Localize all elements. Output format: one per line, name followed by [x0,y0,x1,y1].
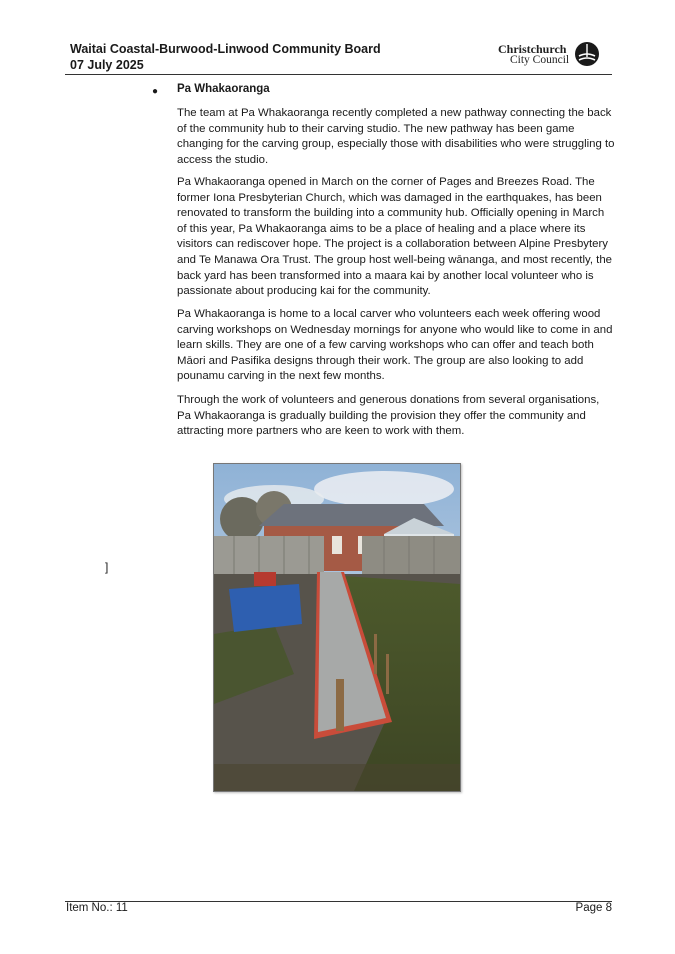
section-heading: Pa Whakaoranga [177,83,270,95]
page-number: Page 8 [575,902,612,914]
paragraph-2: Pa Whakaoranga opened in March on the corner of Pages and Breezes Road. The former Iona Presbyterian Church, which was damaged in the earthquakes, has been renovated to transform the building into a community hub. Officially opening in March of this year, Pa Whakaoranga aims to be a place of healing and a place where its visitors can rediscover hope. The project is a collaboration between Alpine Presbytery and Te Manawa Ora Trust. The group host well-being wānanga, and most recently, the back yard has been transformed into a maara kai by another local volunteer who is passionate about producing kai for the community. [177,176,612,298]
pathway-photo [213,463,461,792]
meeting-date: 07 July 2025 [70,58,144,72]
council-logo [498,41,602,69]
paragraph-1: The team at Pa Whakaoranga recently completed a new pathway connecting the back of the community hub to their carving studio. The new pathway has been game changing for the carving group, especially those with disabilities who were struggling to access the studio. [177,107,615,166]
header-rule [65,74,612,75]
footer-rule [65,901,612,902]
logo-line-2: City Council [510,54,570,66]
board-name: Waitai Coastal-Burwood-Linwood Community Board [70,42,381,56]
logo-line-1: Christchurch [498,42,567,56]
margin-mark: ] [105,560,109,574]
item-number: Item No.: 11 [66,902,128,914]
paragraph-3: Pa Whakaoranga is home to a local carver who volunteers each week offering wood carving workshops on Wednesday mornings for anyone who would like to come in and learn skills. They are one of a few carving workshops who can offer and teach both Māori and Pasifika designs through their work. The group are also looking to add pounamu carving in the next few months. [177,308,613,383]
bullet-icon: ● [152,86,159,97]
cathedral-logo-icon [574,41,600,67]
paragraph-4: Through the work of volunteers and generous donations from several organisations, Pa Whakaoranga is gradually building the provision they offer the community and attracting more partners who are keen to work with them. [177,394,600,438]
